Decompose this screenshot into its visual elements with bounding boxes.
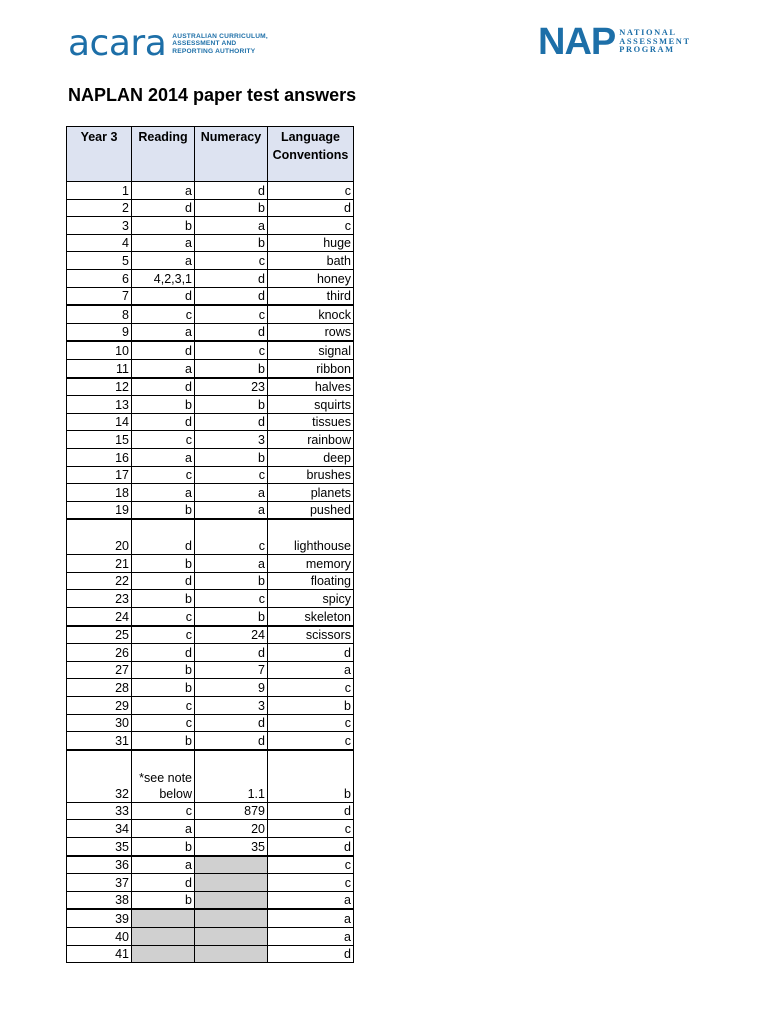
language-answer-cell: planets [268, 484, 354, 502]
table-row [67, 838, 354, 856]
language-answer-cell: skeleton [268, 608, 354, 626]
question-number-cell: 34 [67, 820, 132, 838]
language-answer-cell: ribbon [268, 359, 354, 377]
reading-answer-cell [132, 945, 195, 963]
language-answer-cell: squirts [268, 396, 354, 414]
question-number-cell: 23 [67, 590, 132, 608]
table-row [67, 714, 354, 732]
numeracy-answer-cell: d [195, 714, 268, 732]
table-row [67, 431, 354, 449]
question-number-cell: 8 [67, 305, 132, 323]
table-row [67, 341, 354, 359]
table-row [67, 359, 354, 377]
reading-answer-cell: d [132, 519, 195, 555]
question-number-cell: 29 [67, 697, 132, 715]
column-header-numeracy: Numeracy [195, 127, 268, 182]
table-row [67, 820, 354, 838]
reading-answer-cell: c [132, 697, 195, 715]
reading-answer-cell: d [132, 413, 195, 431]
table-row [67, 661, 354, 679]
language-answer-cell: a [268, 927, 354, 945]
language-answer-cell: brushes [268, 466, 354, 484]
question-number-cell: 22 [67, 572, 132, 590]
reading-answer-cell: a [132, 820, 195, 838]
question-number-cell: 6 [67, 269, 132, 287]
reading-answer-cell: b [132, 396, 195, 414]
table-row [67, 909, 354, 927]
language-answer-cell: honey [268, 269, 354, 287]
reading-answer-cell: b [132, 732, 195, 750]
question-number-cell: 3 [67, 217, 132, 235]
table-row [67, 732, 354, 750]
table-row [67, 927, 354, 945]
question-number-cell: 1 [67, 182, 132, 200]
nap-logo-subtitle: NATIONAL ASSESSMENT PROGRAM [619, 28, 691, 55]
question-number-cell: 13 [67, 396, 132, 414]
language-answer-cell: huge [268, 234, 354, 252]
numeracy-answer-cell: 35 [195, 838, 268, 856]
table-row [67, 199, 354, 217]
language-answer-cell: lighthouse [268, 519, 354, 555]
numeracy-answer-cell: d [195, 287, 268, 305]
table-row [67, 750, 354, 803]
column-header-reading: Reading [132, 127, 195, 182]
language-answer-cell: c [268, 217, 354, 235]
numeracy-answer-cell: b [195, 448, 268, 466]
reading-answer-cell: a [132, 359, 195, 377]
reading-answer-cell: d [132, 199, 195, 217]
numeracy-answer-cell: d [195, 269, 268, 287]
table-row [67, 448, 354, 466]
language-answer-cell: c [268, 182, 354, 200]
acara-logo [68, 23, 268, 64]
question-number-cell: 15 [67, 431, 132, 449]
question-number-cell: 38 [67, 891, 132, 909]
numeracy-answer-cell: b [195, 199, 268, 217]
question-number-cell: 14 [67, 413, 132, 431]
question-number-cell: 39 [67, 909, 132, 927]
language-answer-cell: scissors [268, 626, 354, 644]
numeracy-answer-cell: c [195, 519, 268, 555]
question-number-cell: 5 [67, 252, 132, 270]
reading-answer-cell: d [132, 287, 195, 305]
numeracy-answer-cell: b [195, 572, 268, 590]
table-row [67, 182, 354, 200]
reading-answer-cell [132, 927, 195, 945]
question-number-cell: 10 [67, 341, 132, 359]
numeracy-answer-cell: a [195, 555, 268, 573]
question-number-cell: 37 [67, 874, 132, 892]
reading-answer-cell: d [132, 378, 195, 396]
page-title: NAPLAN 2014 paper test answers [68, 85, 357, 105]
table-row [67, 945, 354, 963]
language-answer-cell: signal [268, 341, 354, 359]
table-row [67, 572, 354, 590]
reading-answer-cell: c [132, 714, 195, 732]
question-number-cell: 40 [67, 927, 132, 945]
numeracy-answer-cell [195, 945, 268, 963]
numeracy-answer-cell: d [195, 644, 268, 662]
numeracy-answer-cell: c [195, 341, 268, 359]
table-row [67, 305, 354, 323]
language-answer-cell: rainbow [268, 431, 354, 449]
numeracy-answer-cell: 879 [195, 802, 268, 820]
language-answer-cell: floating [268, 572, 354, 590]
language-answer-cell: b [268, 750, 354, 803]
numeracy-answer-cell: c [195, 252, 268, 270]
table-row [67, 269, 354, 287]
table-header-row [67, 127, 354, 182]
reading-answer-cell: b [132, 555, 195, 573]
numeracy-answer-cell: 1.1 [195, 750, 268, 803]
nap-logo-word: NAP [538, 21, 616, 63]
question-number-cell: 33 [67, 802, 132, 820]
language-answer-cell: tissues [268, 413, 354, 431]
language-answer-cell: c [268, 679, 354, 697]
numeracy-answer-cell: d [195, 732, 268, 750]
numeracy-answer-cell: 24 [195, 626, 268, 644]
table-row [67, 590, 354, 608]
acara-logo-word: acara [68, 23, 167, 64]
table-row [67, 378, 354, 396]
reading-answer-cell [132, 909, 195, 927]
numeracy-answer-cell: b [195, 234, 268, 252]
table-row [67, 555, 354, 573]
numeracy-answer-cell: a [195, 217, 268, 235]
reading-answer-cell: d [132, 572, 195, 590]
reading-answer-cell: a [132, 484, 195, 502]
language-answer-cell: spicy [268, 590, 354, 608]
reading-answer-cell: d [132, 874, 195, 892]
answers-table-body [67, 182, 354, 963]
acara-logo-subtitle: AUSTRALIAN CURRICULUM, ASSESSMENT AND REPORTING AUTHORITY [172, 32, 268, 55]
reading-answer-cell: c [132, 431, 195, 449]
reading-answer-cell: d [132, 644, 195, 662]
question-number-cell: 28 [67, 679, 132, 697]
reading-answer-cell: b [132, 501, 195, 519]
reading-answer-cell: *see note below [132, 750, 195, 803]
table-row [67, 626, 354, 644]
question-number-cell: 18 [67, 484, 132, 502]
numeracy-answer-cell: d [195, 182, 268, 200]
question-number-cell: 32 [67, 750, 132, 803]
table-row [67, 802, 354, 820]
question-number-cell: 19 [67, 501, 132, 519]
numeracy-answer-cell: 3 [195, 697, 268, 715]
question-number-cell: 7 [67, 287, 132, 305]
language-answer-cell: d [268, 838, 354, 856]
column-header-year: Year 3 [67, 127, 132, 182]
table-row [67, 396, 354, 414]
reading-answer-cell: 4,2,3,1 [132, 269, 195, 287]
numeracy-answer-cell: d [195, 323, 268, 341]
reading-answer-cell: c [132, 608, 195, 626]
table-row [67, 287, 354, 305]
numeracy-answer-cell: c [195, 466, 268, 484]
numeracy-answer-cell: c [195, 305, 268, 323]
numeracy-answer-cell: a [195, 484, 268, 502]
reading-answer-cell: c [132, 466, 195, 484]
reading-answer-cell: d [132, 341, 195, 359]
table-row [67, 644, 354, 662]
language-answer-cell: a [268, 909, 354, 927]
numeracy-answer-cell: c [195, 590, 268, 608]
language-answer-cell: bath [268, 252, 354, 270]
numeracy-answer-cell: b [195, 608, 268, 626]
numeracy-answer-cell: 7 [195, 661, 268, 679]
question-number-cell: 26 [67, 644, 132, 662]
question-number-cell: 21 [67, 555, 132, 573]
table-row [67, 252, 354, 270]
numeracy-answer-cell: 20 [195, 820, 268, 838]
nap-logo [538, 22, 691, 62]
language-answer-cell: a [268, 661, 354, 679]
numeracy-answer-cell: a [195, 501, 268, 519]
language-answer-cell: c [268, 820, 354, 838]
language-answer-cell: c [268, 714, 354, 732]
table-row [67, 466, 354, 484]
numeracy-answer-cell: 23 [195, 378, 268, 396]
language-answer-cell: d [268, 945, 354, 963]
question-number-cell: 35 [67, 838, 132, 856]
answers-table [66, 126, 354, 963]
reading-answer-cell: c [132, 626, 195, 644]
numeracy-answer-cell [195, 891, 268, 909]
reading-answer-cell: b [132, 590, 195, 608]
question-number-cell: 25 [67, 626, 132, 644]
question-number-cell: 9 [67, 323, 132, 341]
question-number-cell: 4 [67, 234, 132, 252]
table-row [67, 679, 354, 697]
table-row [67, 413, 354, 431]
reading-answer-cell: b [132, 661, 195, 679]
reading-answer-cell: a [132, 856, 195, 874]
question-number-cell: 31 [67, 732, 132, 750]
language-answer-cell: knock [268, 305, 354, 323]
table-row [67, 234, 354, 252]
reading-answer-cell: a [132, 323, 195, 341]
language-answer-cell: d [268, 644, 354, 662]
language-answer-cell: a [268, 891, 354, 909]
numeracy-answer-cell: d [195, 413, 268, 431]
question-number-cell: 24 [67, 608, 132, 626]
language-answer-cell: d [268, 199, 354, 217]
reading-answer-cell: a [132, 252, 195, 270]
numeracy-answer-cell [195, 927, 268, 945]
reading-answer-cell: c [132, 802, 195, 820]
table-row [67, 519, 354, 555]
table-row [67, 217, 354, 235]
reading-answer-cell: a [132, 182, 195, 200]
reading-answer-cell: b [132, 891, 195, 909]
language-answer-cell: halves [268, 378, 354, 396]
table-row [67, 856, 354, 874]
language-answer-cell: d [268, 802, 354, 820]
question-number-cell: 20 [67, 519, 132, 555]
question-number-cell: 27 [67, 661, 132, 679]
reading-answer-cell: b [132, 679, 195, 697]
language-answer-cell: pushed [268, 501, 354, 519]
language-answer-cell: rows [268, 323, 354, 341]
numeracy-answer-cell: 9 [195, 679, 268, 697]
numeracy-answer-cell: b [195, 359, 268, 377]
question-number-cell: 16 [67, 448, 132, 466]
table-row [67, 323, 354, 341]
question-number-cell: 36 [67, 856, 132, 874]
reading-answer-cell: a [132, 448, 195, 466]
table-row [67, 501, 354, 519]
question-number-cell: 11 [67, 359, 132, 377]
numeracy-answer-cell: b [195, 396, 268, 414]
language-answer-cell: c [268, 732, 354, 750]
question-number-cell: 30 [67, 714, 132, 732]
language-answer-cell: c [268, 856, 354, 874]
numeracy-answer-cell [195, 856, 268, 874]
reading-answer-cell: b [132, 217, 195, 235]
numeracy-answer-cell [195, 874, 268, 892]
question-number-cell: 12 [67, 378, 132, 396]
language-answer-cell: memory [268, 555, 354, 573]
table-row [67, 891, 354, 909]
table-row [67, 608, 354, 626]
reading-answer-cell: b [132, 838, 195, 856]
table-row [67, 697, 354, 715]
column-header-language: Language Conventions [268, 127, 354, 182]
reading-answer-cell: c [132, 305, 195, 323]
language-answer-cell: deep [268, 448, 354, 466]
reading-answer-cell: a [132, 234, 195, 252]
language-answer-cell: c [268, 874, 354, 892]
table-row [67, 484, 354, 502]
table-row [67, 874, 354, 892]
question-number-cell: 41 [67, 945, 132, 963]
question-number-cell: 2 [67, 199, 132, 217]
language-answer-cell: third [268, 287, 354, 305]
question-number-cell: 17 [67, 466, 132, 484]
numeracy-answer-cell [195, 909, 268, 927]
language-answer-cell: b [268, 697, 354, 715]
numeracy-answer-cell: 3 [195, 431, 268, 449]
